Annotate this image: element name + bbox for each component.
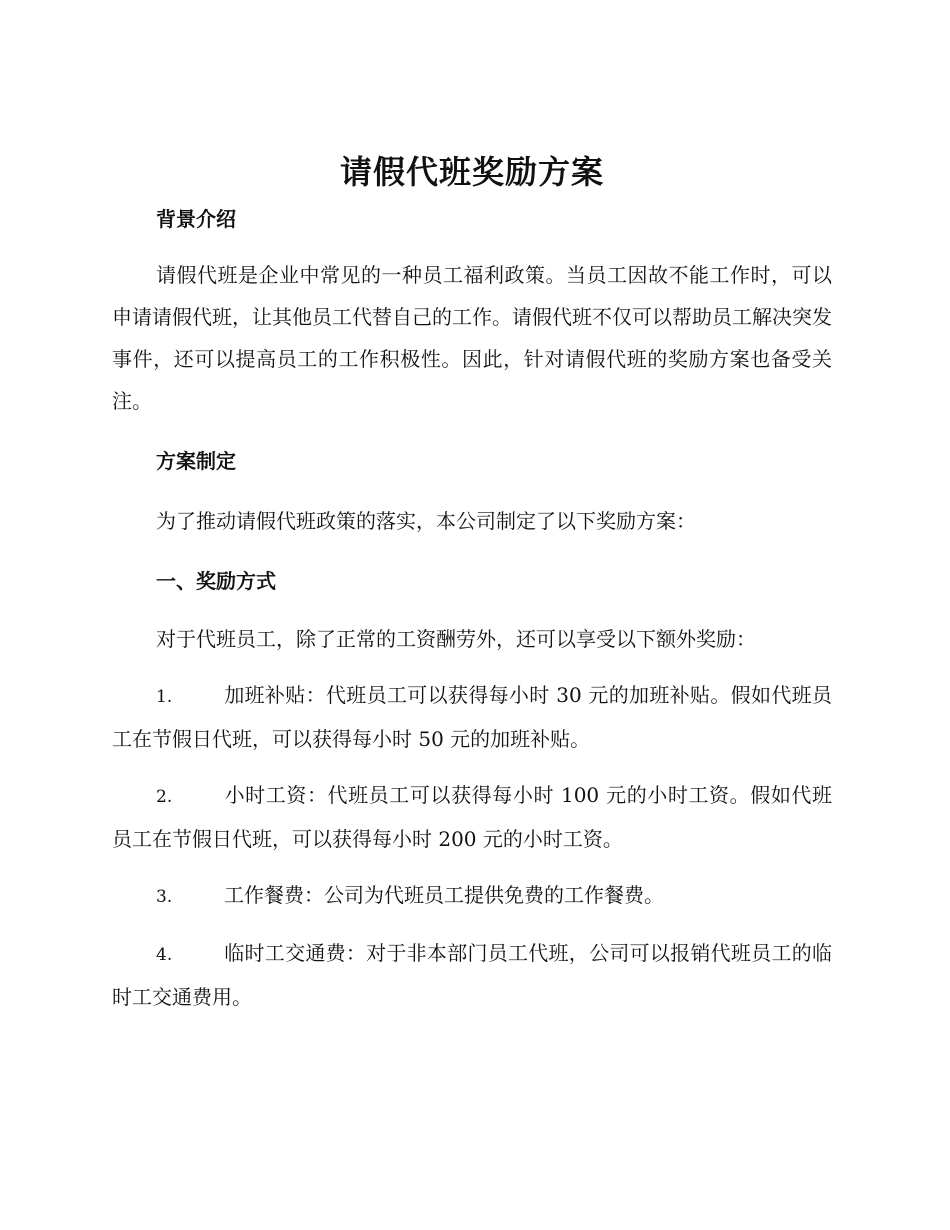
list-item-text: 临时工交通费：对于非本部门员工代班，公司可以报销代班员工的临时工交通费用。 — [112, 941, 832, 1009]
list-item — [112, 932, 832, 1018]
section-heading-plan: 方案制定 — [156, 449, 236, 473]
list-item-text: 小时工资：代班员工可以获得每小时 100 元的小时工资。假如代班员工在节假日代班，可以获得每小时 200 元的小时工资。 — [112, 783, 832, 851]
list-item-text: 加班补贴：代班员工可以获得每小时 30 元的加班补贴。假如代班员工在节假日代班，可以获得每小时 50 元的加班补贴。 — [112, 683, 832, 751]
list-item-number: 3. — [156, 887, 173, 907]
document-title: 请假代班奖励方案 — [339, 153, 604, 191]
list-item — [112, 874, 832, 918]
background-paragraph: 请假代班是企业中常见的一种员工福利政策。当员工因故不能工作时，可以申请请假代班，让其他员工代替自己的工作。请假代班不仅可以帮助员工解决突发事件，还可以提高员工的工作积极性。因此，针对请假代班的奖励方案也备受关注。 — [112, 263, 832, 413]
plan-paragraph: 为了推动请假代班政策的落实，本公司制定了以下奖励方案： — [156, 509, 696, 533]
section-heading-reward: 一、奖励方式 — [156, 569, 276, 593]
list-item-number: 1. — [156, 687, 173, 707]
reward-paragraph: 对于代班员工，除了正常的工资酬劳外，还可以享受以下额外奖励： — [156, 627, 756, 651]
list-item — [112, 674, 832, 760]
list-item-number: 4. — [156, 945, 173, 965]
list-item-number: 2. — [156, 787, 173, 807]
section-heading-background: 背景介绍 — [156, 207, 236, 231]
document-body — [112, 146, 832, 1018]
list-item — [112, 774, 832, 860]
list-item-text: 工作餐费：公司为代班员工提供免费的工作餐费。 — [224, 883, 664, 907]
